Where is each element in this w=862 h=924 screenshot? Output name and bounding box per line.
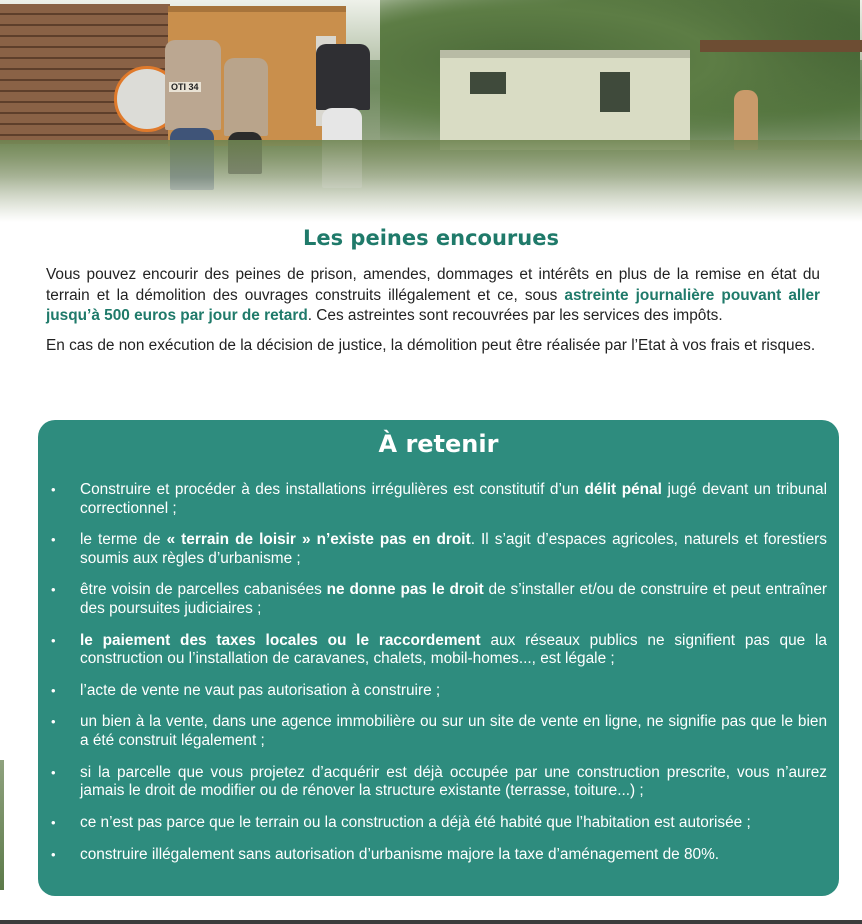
list-item: • l’acte de vente ne vaut pas autorisation à construire ; xyxy=(51,681,441,699)
bullet-icon: • xyxy=(51,532,56,548)
photo-pergola xyxy=(700,40,862,52)
intro-paragraph-1 xyxy=(46,265,820,327)
bullet-icon: • xyxy=(51,846,56,862)
photo-person-man xyxy=(316,44,370,110)
photo-mobile-home xyxy=(440,50,690,150)
intro-p1-highlight: astreinte journalière pouvant aller jusqu’à 500 euros par jour de retard xyxy=(46,286,821,324)
intro-paragraph-2: En cas de non exécution de la décision de justice, la démolition peut être réalisée par l’Etat à vos frais et risques. xyxy=(46,336,816,354)
bullet-icon: • xyxy=(51,632,56,648)
list-item: • si la parcelle que vous projetez d’acquérir est déjà occupée par une construction prescrite, vous n’aurez jamais le droit de modifier ou de rénover la structure existante (terrasse, toiture...) ; xyxy=(51,763,827,800)
header-photo xyxy=(0,0,862,222)
photo-person-inspector-2 xyxy=(224,58,268,136)
list-item: • un bien à la vente, dans une agence immobilière ou sur un site de vente en ligne, ne signifie pas que le bien a été construit légalement ; xyxy=(51,713,827,749)
list-item: • ce n’est pas parce que le terrain ou la construction a déjà été habité que l’habitation est autorisée ; xyxy=(51,813,751,831)
intro-text xyxy=(46,265,820,365)
retenir-list xyxy=(38,481,839,877)
bullet-icon: • xyxy=(51,714,56,730)
photo-mobile-home-window xyxy=(470,72,506,94)
list-item: • le terme de « terrain de loisir » n’existe pas en droit. Il s’agit d’espaces agricoles, naturels et forestiers soumis aux règles d’urbanisme ; xyxy=(51,531,827,567)
list-item: • être voisin de parcelles cabanisées ne donne pas le droit de s’installer et/ou de construire et peut entraîner des poursuites judiciaires ; xyxy=(51,581,828,617)
list-item: • construire illégalement sans autorisation d’urbanisme majore la taxe d’aménagement de 80%. xyxy=(51,845,720,863)
bullet-icon: • xyxy=(51,764,56,780)
bottom-border xyxy=(0,920,862,924)
bullet-icon: • xyxy=(51,814,56,830)
list-item: • Construire et procéder à des installations irrégulières est constitutif d’un délit pénal jugé devant un tribunal correctionnel ; xyxy=(51,481,827,517)
bullet-icon: • xyxy=(51,582,56,598)
page-title: Les peines encourues xyxy=(303,226,559,250)
vest-text: OTI 34 xyxy=(171,82,199,92)
retenir-title: À retenir xyxy=(378,430,499,458)
bullet-icon: • xyxy=(51,682,56,698)
side-photo-strip xyxy=(0,760,4,890)
retenir-box xyxy=(38,420,839,896)
intro-p1-text-end: . Ces astreintes sont recouvrées par les services des impôts. xyxy=(307,307,723,324)
intro-p1-text: Vous pouvez encourir des peines de prison, amendes, dommages et intérêts en plus de la remise en état du terrain et la démolition des ouvrages construits illégalement et ce, sous xyxy=(46,266,820,304)
bullet-icon: • xyxy=(51,482,56,497)
photo-ground-fade xyxy=(0,140,862,222)
list-item: • le paiement des taxes locales ou le raccordement aux réseaux publics ne signifient pas que la construction ou l’installation de caravanes, chalets, mobil-homes..., est légale ; xyxy=(51,631,827,668)
photo-mobile-home-door xyxy=(600,72,630,112)
photo-person-inspector-1 xyxy=(165,40,221,130)
